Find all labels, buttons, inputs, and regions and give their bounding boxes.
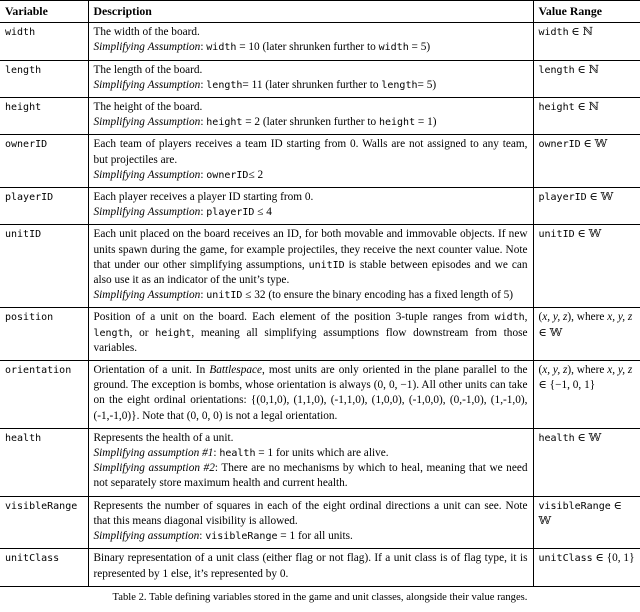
variable-cell: ownerID [0, 135, 88, 188]
description-cell: The length of the board. Simplifying Assumption: length= 11 (later shrunken further to length= 5) [88, 60, 533, 97]
table-row [0, 428, 640, 496]
variable-cell: length [0, 60, 88, 97]
table-row [0, 23, 640, 60]
table-row [0, 60, 640, 97]
table-row [0, 549, 640, 586]
table-row [0, 308, 640, 361]
range-cell: health ∈ 𝕎 [533, 428, 640, 496]
description-cell: The height of the board. Simplifying Assumption: height = 2 (later shrunken further to height = 1) [88, 98, 533, 135]
description-cell: Binary representation of a unit class (either flag or not flag). If a unit class is of flag type, it is represented by 1 else, it’s represented by 0. [88, 549, 533, 586]
range-cell: unitID ∈ 𝕎 [533, 225, 640, 308]
table-row [0, 135, 640, 188]
variable-cell: position [0, 308, 88, 361]
table-row [0, 496, 640, 549]
range-cell: unitClass ∈ {0, 1} [533, 549, 640, 586]
range-cell: ownerID ∈ 𝕎 [533, 135, 640, 188]
header-description: Description [88, 1, 533, 23]
variable-cell: height [0, 98, 88, 135]
range-cell: (x, y, z), where x, y, z ∈ 𝕎 [533, 308, 640, 361]
variable-cell: orientation [0, 361, 88, 429]
table-body [0, 23, 640, 587]
range-cell: height ∈ ℕ [533, 98, 640, 135]
variable-cell: width [0, 23, 88, 60]
range-cell: width ∈ ℕ [533, 23, 640, 60]
range-cell: playerID ∈ 𝕎 [533, 188, 640, 225]
table-row [0, 225, 640, 308]
header-row [0, 1, 640, 23]
variable-cell: unitClass [0, 549, 88, 586]
header-value-range: Value Range [533, 1, 640, 23]
description-cell: Each team of players receives a team ID starting from 0. Walls are not assigned to any team, but projectiles are. Simplifying Assumption: ownerID≤ 2 [88, 135, 533, 188]
range-cell: length ∈ ℕ [533, 60, 640, 97]
range-cell: visibleRange ∈ 𝕎 [533, 496, 640, 549]
variable-cell: unitID [0, 225, 88, 308]
range-cell: (x, y, z), where x, y, z ∈ {−1, 0, 1} [533, 361, 640, 429]
description-cell: Each unit placed on the board receives an ID, for both movable and immovable objects. If new units spawn during the game, for example projectiles, they receive the next counter value. Note that under our other simplifying assumptions, unitID is stable between episodes and we can also use it as an indicator of the unit’s type. Simplifying Assumption: unitID ≤ 32 (to ensure the binary encoding has a fixed length of 5) [88, 225, 533, 308]
description-cell: The width of the board. Simplifying Assumption: width = 10 (later shrunken further to width = 5) [88, 23, 533, 60]
variable-cell: health [0, 428, 88, 496]
description-cell: Represents the number of squares in each of the eight ordinal directions a unit can see. Note that this means diagonal visibility is allowed. Simplifying assumption: visibleRange = 1 for all units. [88, 496, 533, 549]
description-cell: Represents the health of a unit. Simplifying assumption #1: health = 1 for units which are alive. Simplifying assumption #2: There are no mechanisms by which to heal, meaning that we need not separately store maximum health and current health. [88, 428, 533, 496]
description-cell: Orientation of a unit. In Battlespace, most units are only oriented in the plane parallel to the ground. The exception is bombs, whose orientation is always (0, 0, −1). All other units can take on the eight ordinal orientations: {(0,1,0), (1,1,0), (-1,1,0), (1,0,0), (-1,0,0), (0,-1,0), (1,-1,0), (-1,-1,0)}. Note that (0, 0, 0) is not a legal orientation. [88, 361, 533, 429]
variable-cell: playerID [0, 188, 88, 225]
description-cell: Position of a unit on the board. Each element of the position 3-tuple ranges from width, length, or height, meaning all simplifying assumptions flow downstream from those variables. [88, 308, 533, 361]
header-variable: Variable [0, 1, 88, 23]
table-row [0, 188, 640, 225]
table-caption: Table 2. Table defining variables stored in the game and unit classes, alongside their value ranges. [112, 591, 528, 603]
variable-cell: visibleRange [0, 496, 88, 549]
description-cell: Each player receives a player ID starting from 0. Simplifying Assumption: playerID ≤ 4 [88, 188, 533, 225]
table-row [0, 361, 640, 429]
table-row [0, 98, 640, 135]
